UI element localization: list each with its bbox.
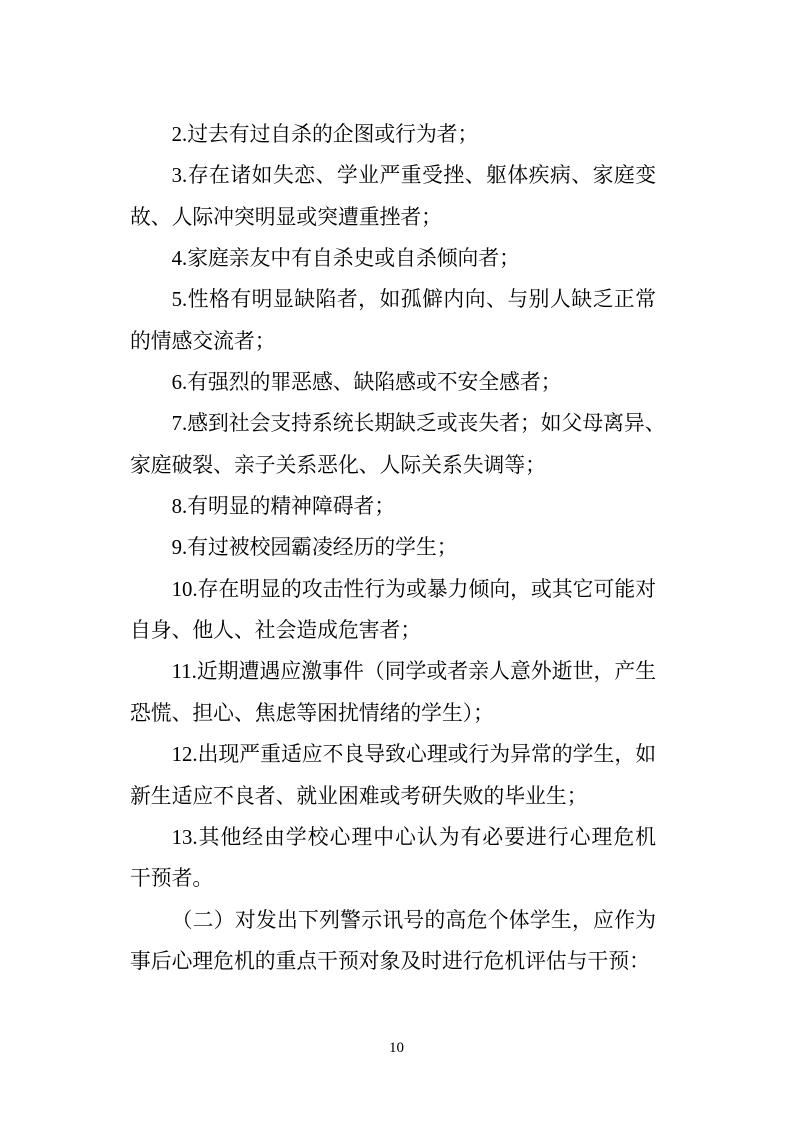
text-line: 10.存在明显的攻击性行为或暴力倾向，或其它可能对 bbox=[171, 577, 656, 601]
text-line: 8.有明显的精神障碍者； bbox=[171, 495, 396, 519]
text-line: 干预者。 bbox=[130, 867, 214, 891]
text-line: 的情感交流者； bbox=[130, 329, 276, 353]
text-line: 5.性格有明显缺陷者，如孤僻内向、与别人缺乏正常 bbox=[171, 288, 656, 312]
text-line: 3.存在诸如失恋、学业严重受挫、躯体疾病、家庭变 bbox=[171, 164, 656, 188]
text-line: 6.有强烈的罪恶感、缺陷感或不安全感者； bbox=[171, 371, 562, 395]
text-line: 自身、他人、社会造成危害者； bbox=[130, 619, 422, 643]
text-line: 12.出现严重适应不良导致心理或行为异常的学生，如 bbox=[171, 743, 656, 767]
text-line: 家庭破裂、亲子关系恶化、人际关系失调等； bbox=[130, 453, 546, 477]
text-line: 11.近期遭遇应激事件（同学或者亲人意外逝世，产生 bbox=[171, 660, 656, 684]
text-line: 13.其他经由学校心理中心认为有必要进行心理危机 bbox=[171, 825, 656, 849]
text-line: （二）对发出下列警示讯号的高危个体学生，应作为 bbox=[171, 908, 656, 932]
page-number: 10 bbox=[389, 1040, 404, 1056]
text-line: 2.过去有过自杀的企图或行为者； bbox=[171, 123, 479, 146]
text-line: 事后心理危机的重点干预对象及时进行危机评估与干预： bbox=[130, 949, 650, 973]
text-line: 9.有过被校园霸凌经历的学生； bbox=[171, 536, 458, 560]
text-line: 新生适应不良者、就业困难或考研失败的毕业生； bbox=[130, 784, 588, 808]
text-line: 4.家庭亲友中有自杀史或自杀倾向者； bbox=[171, 247, 520, 271]
text-line: 恐慌、担心、焦虑等困扰情绪的学生）； bbox=[130, 701, 494, 725]
text-line: 7.感到社会支持系统长期缺乏或丧失者；如父母离异、 bbox=[171, 412, 666, 436]
document-body bbox=[130, 114, 666, 982]
text-line: 故、人际冲突明显或突遭重挫者； bbox=[130, 205, 442, 229]
